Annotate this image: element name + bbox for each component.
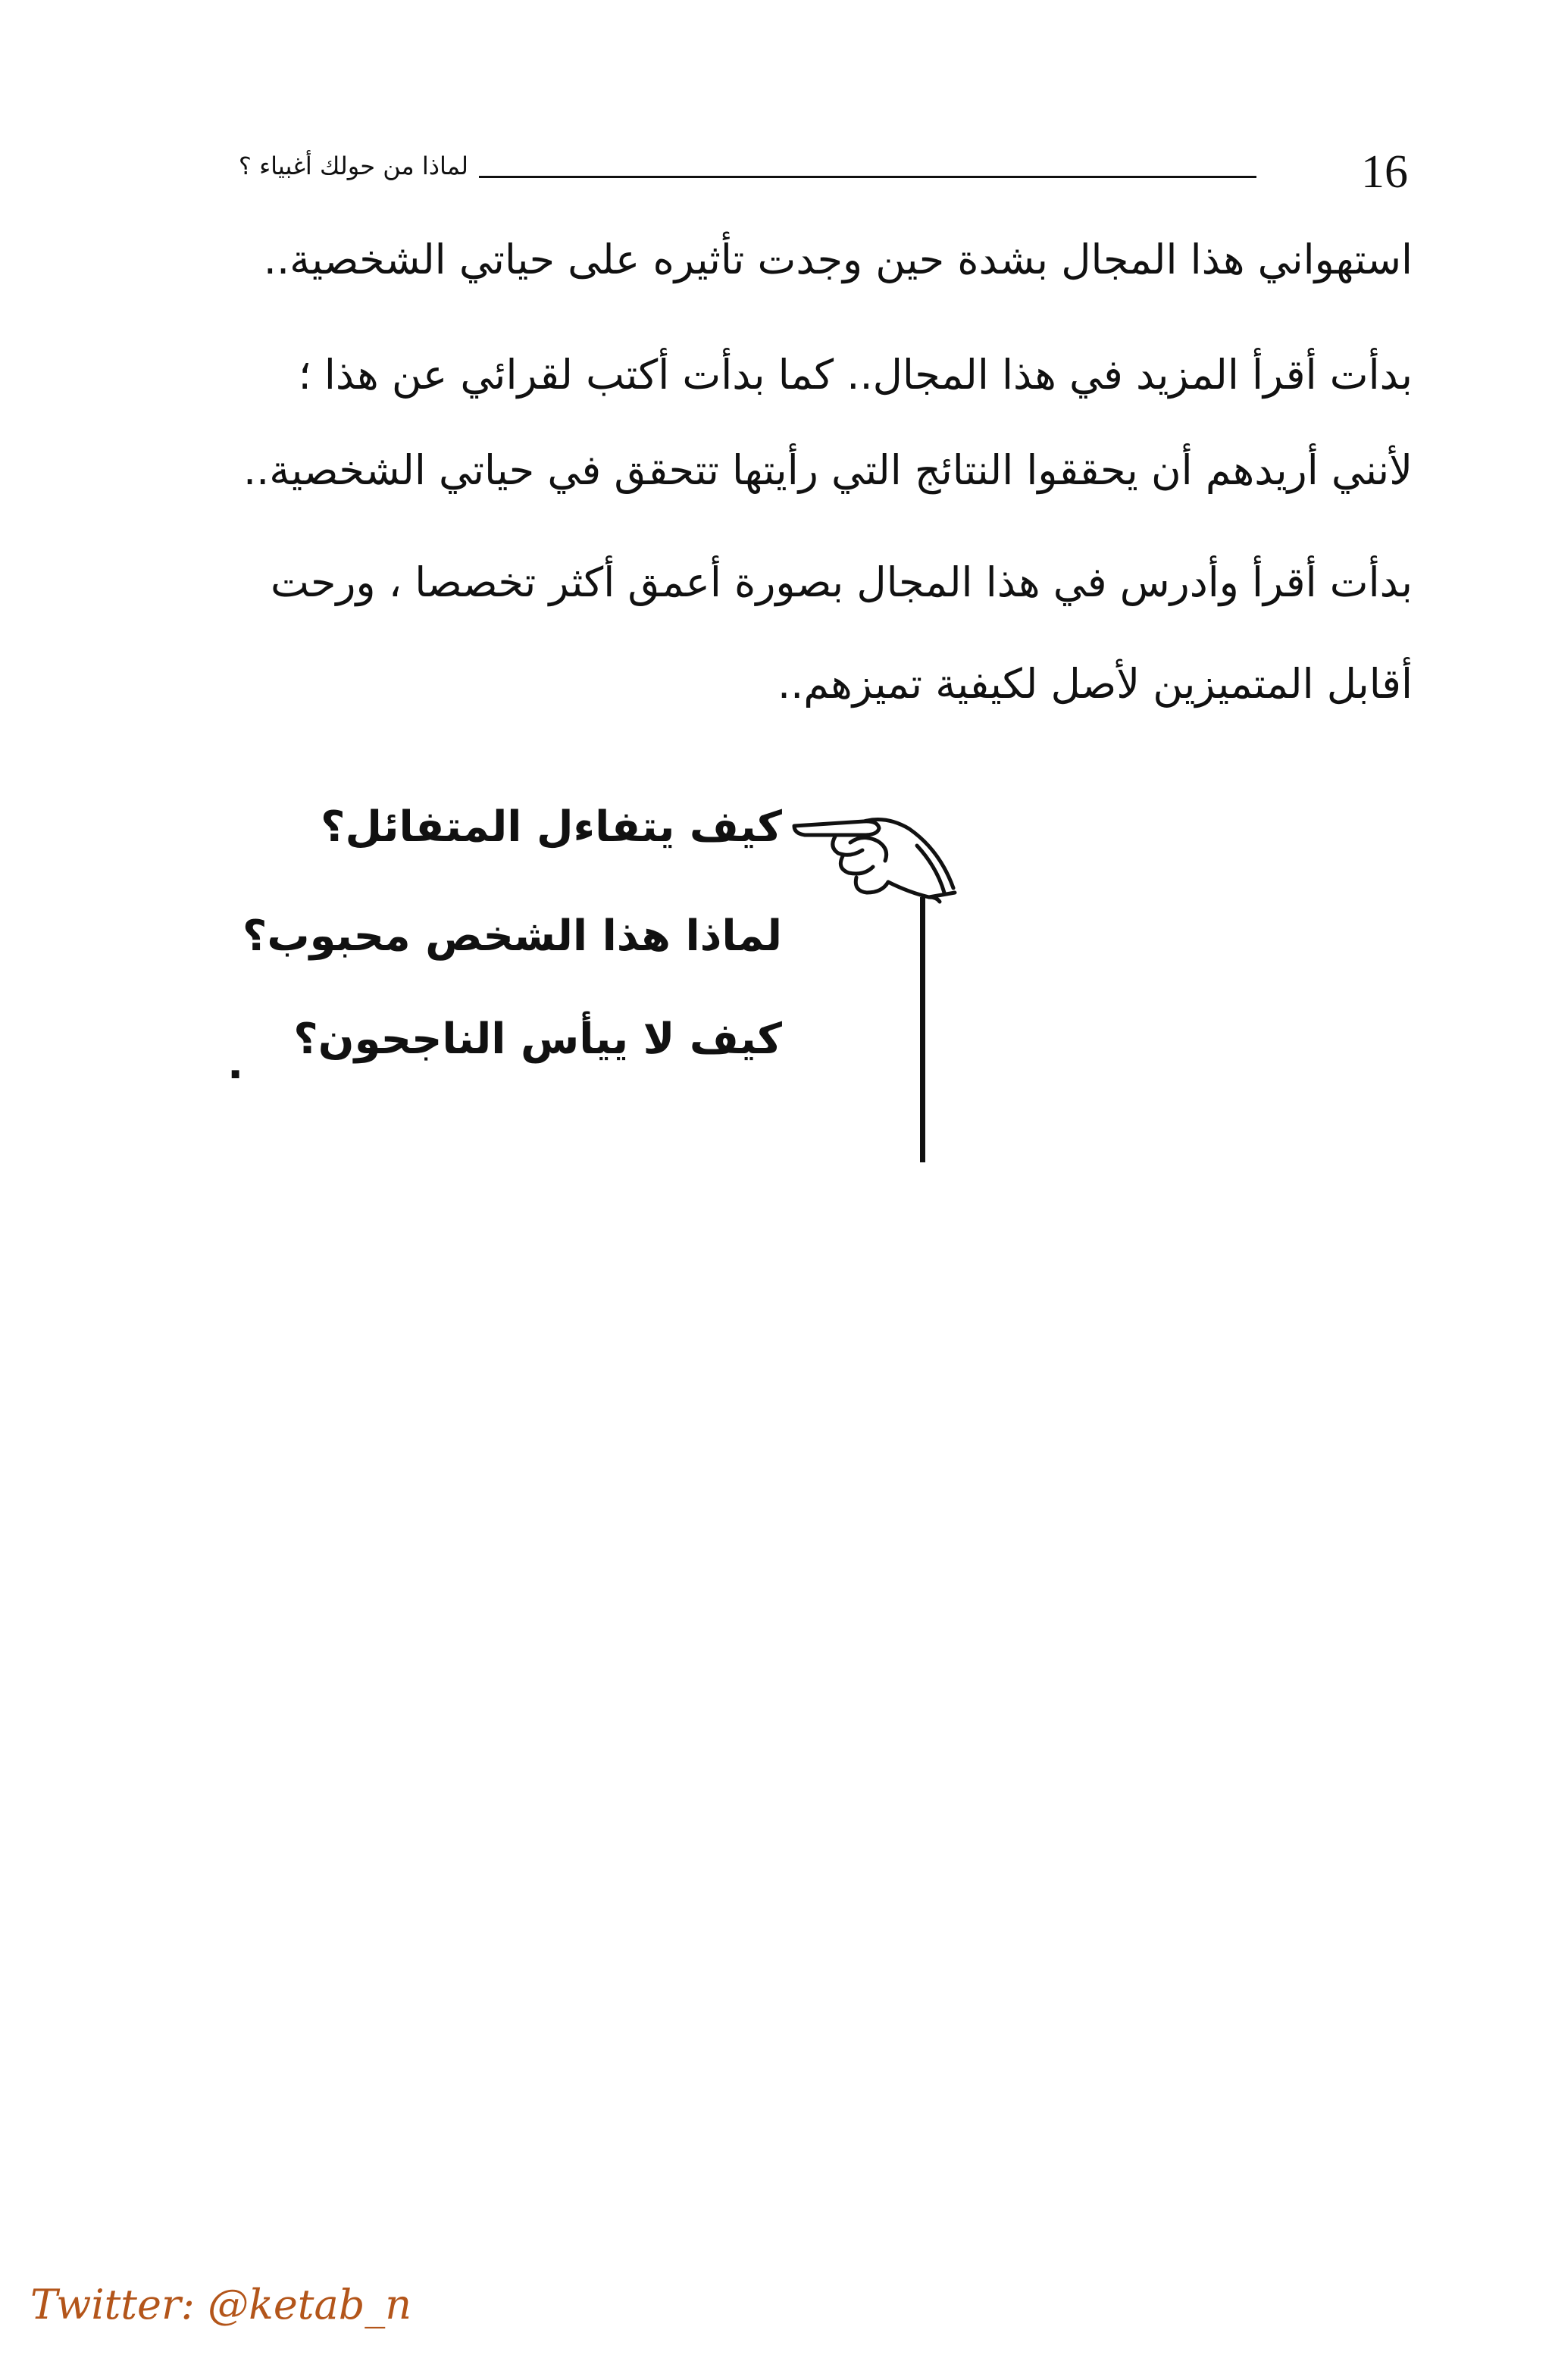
running-title: لماذا من حولك أغبياء ؟ [238, 152, 468, 180]
header-rule [479, 176, 1256, 178]
question-1: كيف يتفاءل المتفائل؟ [321, 802, 782, 852]
page-number: 16 [1361, 146, 1408, 198]
body-line-5: أقابل المتميزين لأصل لكيفية تميزهم.. [777, 660, 1413, 708]
question-2: لماذا هذا الشخص محبوب؟ [242, 912, 782, 961]
body-line-2: بدأت أقرأ المزيد في هذا المجال.. كما بدأت أكتب لقرائي عن هذا ؛ [298, 351, 1413, 399]
body-line-4: بدأت أقرأ وأدرس في هذا المجال بصورة أعمق أكثر تخصصا ، ورحت [270, 558, 1413, 606]
questions-end-mark: . [227, 1040, 244, 1089]
question-3: كيف لا ييأس الناجحون؟ [293, 1015, 782, 1064]
watermark: Twitter: @ketab_n [30, 2281, 412, 2328]
pointing-hand-icon [788, 803, 978, 1170]
body-line-3: لأنني أريدهم أن يحققوا النتائج التي رأيتها تتحقق في حياتي الشخصية.. [242, 446, 1413, 494]
body-line-1: استهواني هذا المجال بشدة حين وجدت تأثيره على حياتي الشخصية.. [263, 236, 1413, 283]
